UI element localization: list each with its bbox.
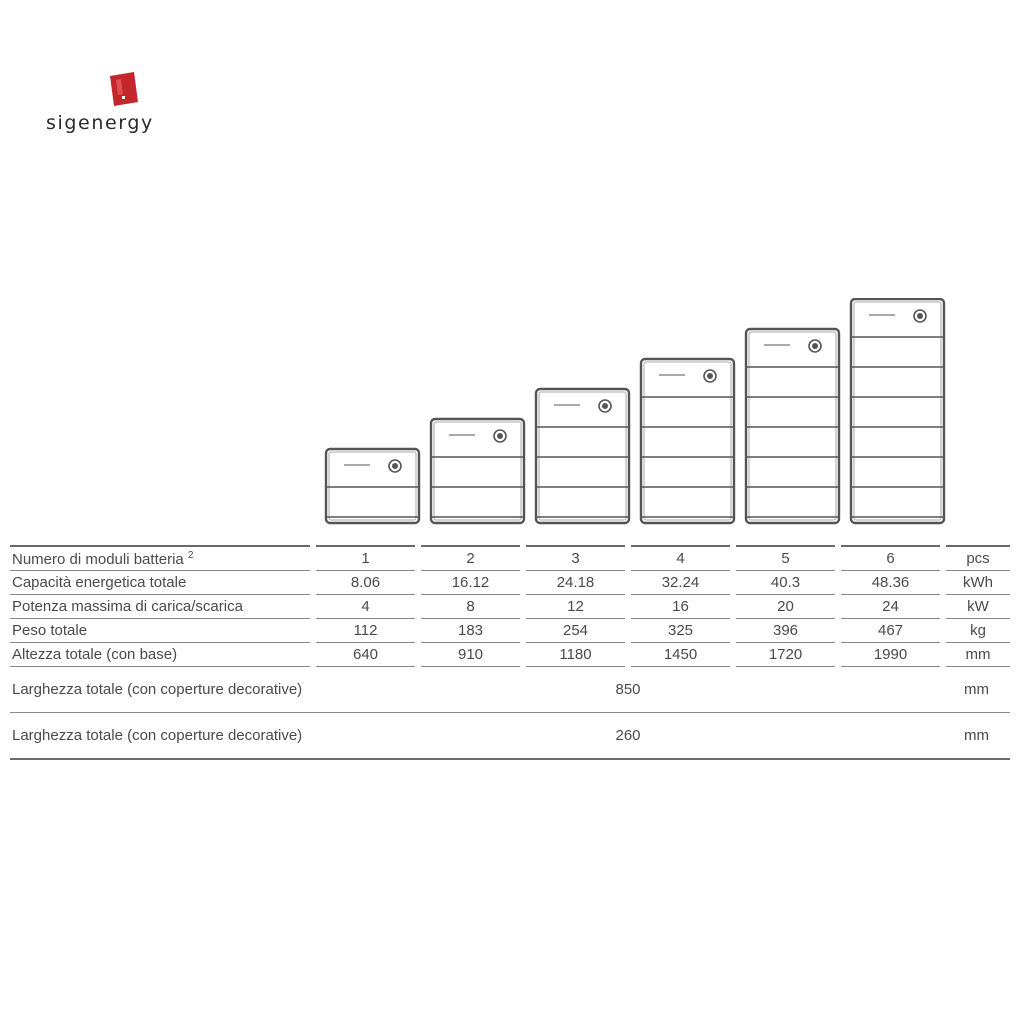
cell-value: 850 bbox=[615, 680, 641, 698]
table-row bbox=[10, 667, 1010, 713]
cell-value: 16 bbox=[628, 595, 733, 619]
row-label: Capacità energetica totale bbox=[12, 574, 187, 591]
cell-unit: mm bbox=[964, 680, 989, 698]
row-label: Numero di moduli batteria $^2$ bbox=[12, 549, 194, 568]
cell-value: 325 bbox=[628, 619, 733, 643]
tower-brand-mark bbox=[764, 344, 790, 346]
table-row bbox=[10, 619, 1010, 643]
cell-value: 910 bbox=[418, 643, 523, 667]
cell-value: 183 bbox=[418, 619, 523, 643]
tower-brand-mark bbox=[659, 374, 685, 376]
cell-unit: kWh bbox=[963, 574, 993, 591]
cell-value: 6 bbox=[838, 546, 943, 571]
cell-value: 112 bbox=[313, 619, 418, 643]
cell-value: 8.06 bbox=[313, 571, 418, 595]
cell-value: 396 bbox=[733, 619, 838, 643]
cell-value: 1720 bbox=[733, 643, 838, 667]
cell-value: 8 bbox=[418, 595, 523, 619]
cell-value: 24.18 bbox=[523, 571, 628, 595]
row-label: Larghezza totale (con coperture decorative) bbox=[12, 680, 303, 698]
brand-name: sigenergy bbox=[46, 112, 154, 134]
table-row bbox=[10, 643, 1010, 667]
cell-value: 1450 bbox=[628, 643, 733, 667]
cell-value: 40.3 bbox=[733, 571, 838, 595]
cell-value: 2 bbox=[418, 546, 523, 571]
cell-unit: kW bbox=[967, 598, 989, 615]
row-label: Peso totale bbox=[12, 622, 88, 639]
row-label: Altezza totale (con base) bbox=[12, 646, 178, 663]
battery-tower bbox=[536, 389, 629, 523]
tower-brand-mark bbox=[869, 314, 895, 316]
table-row bbox=[10, 595, 1010, 619]
cell-value: 24 bbox=[838, 595, 943, 619]
row-label: Larghezza totale (con coperture decorative) bbox=[12, 726, 303, 744]
battery-towers-svg bbox=[318, 298, 958, 528]
cell-unit: mm bbox=[964, 726, 989, 744]
cell-unit: mm bbox=[965, 646, 991, 663]
tower-brand-mark bbox=[449, 434, 475, 436]
battery-tower bbox=[746, 329, 839, 523]
cell-value: 48.36 bbox=[838, 571, 943, 595]
row-label: Potenza massima di carica/scarica bbox=[12, 598, 243, 615]
cell-value: 1990 bbox=[838, 643, 943, 667]
brand-logo bbox=[46, 72, 211, 136]
cell-value: 4 bbox=[313, 595, 418, 619]
cell-value: 1 bbox=[313, 546, 418, 571]
tower-brand-mark bbox=[344, 464, 370, 466]
battery-tower bbox=[641, 359, 734, 523]
battery-towers-illustration bbox=[318, 298, 958, 528]
battery-tower bbox=[431, 419, 524, 523]
cell-value: 3 bbox=[523, 546, 628, 571]
specs-table bbox=[10, 545, 1010, 760]
cell-value: 4 bbox=[628, 546, 733, 571]
cell-value: 467 bbox=[838, 619, 943, 643]
footnote-mark: 2 bbox=[187, 549, 194, 561]
battery-tower bbox=[851, 299, 944, 523]
cell-value: 16.12 bbox=[418, 571, 523, 595]
cell-value: 640 bbox=[313, 643, 418, 667]
table-row bbox=[10, 546, 1010, 571]
cell-value: 20 bbox=[733, 595, 838, 619]
cell-value: 12 bbox=[523, 595, 628, 619]
battery-tower bbox=[326, 449, 419, 523]
cell-value: 260 bbox=[615, 726, 641, 744]
cell-value: 32.24 bbox=[628, 571, 733, 595]
sigenergy-logo-icon bbox=[108, 72, 140, 106]
cell-unit: kg bbox=[970, 622, 986, 639]
tower-brand-mark bbox=[554, 404, 580, 406]
cell-value: 5 bbox=[733, 546, 838, 571]
cell-value: 1180 bbox=[523, 643, 628, 667]
table-row bbox=[10, 571, 1010, 595]
cell-unit: pcs bbox=[966, 550, 990, 567]
cell-value: 254 bbox=[523, 619, 628, 643]
table-row bbox=[10, 713, 1010, 760]
